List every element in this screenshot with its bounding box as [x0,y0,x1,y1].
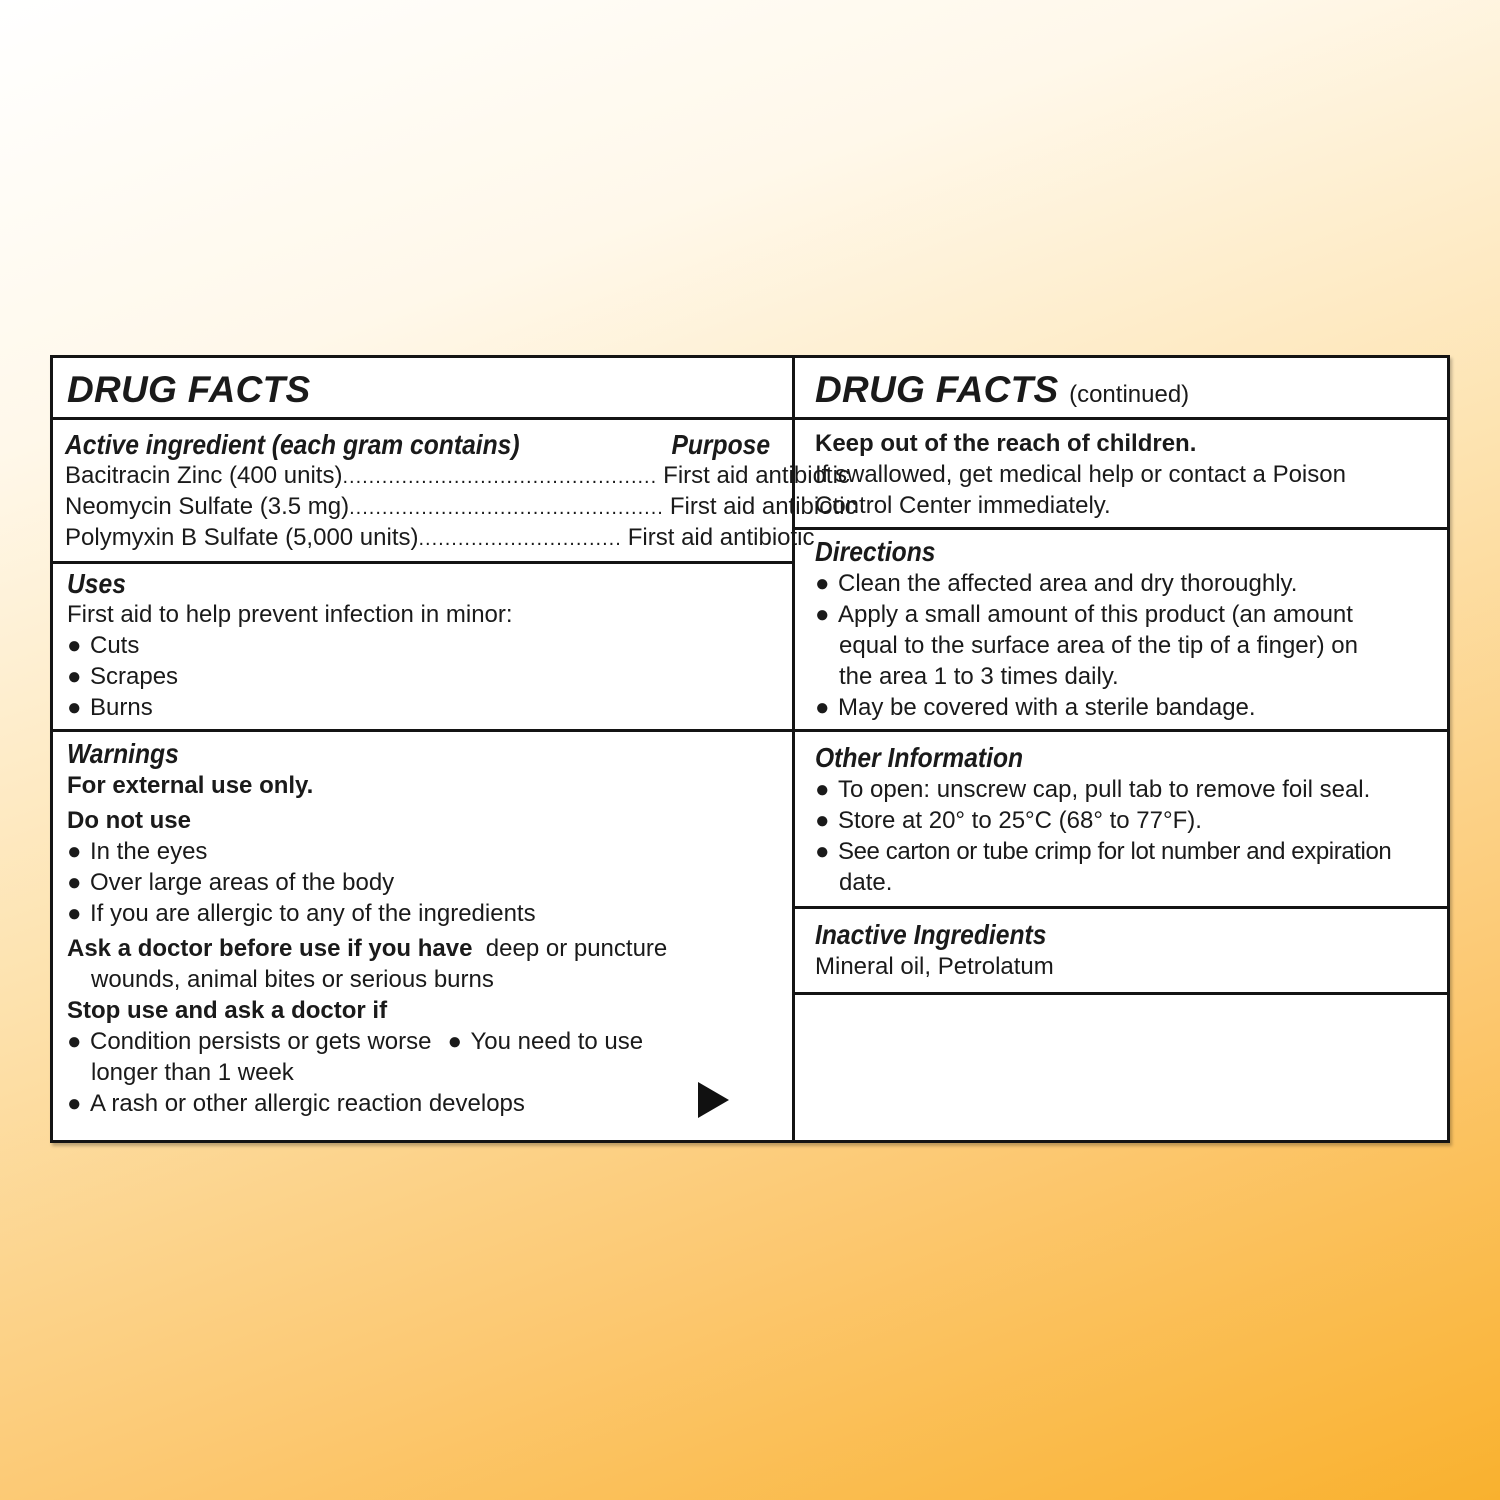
drug-facts-continued-title: DRUG FACTS (continued) [815,369,1190,410]
drug-facts-label [50,355,1450,1143]
inactive-ingredients-text: Mineral oil, Petrolatum [815,953,1054,980]
directions-section [795,530,1447,732]
list-item-cont: longer than 1 week [91,1059,294,1086]
list-item-cont: date. [839,869,893,896]
ask-doctor-text-cont: wounds, animal bites or serious burns [91,966,494,993]
uses-intro: First aid to help prevent infection in minor: [67,601,513,628]
list-item: ● Scrapes [67,663,179,690]
purpose-heading: Purpose [671,429,770,460]
list-item-cont: equal to the surface area of the tip of a finger) on [839,632,1358,659]
active-ingredient-heading: Active ingredient (each gram contains) [65,429,520,460]
list-item: ● Apply a small amount of this product (an amount [815,601,1353,628]
left-title-section [53,358,792,420]
keep-out-section [795,420,1447,530]
right-title-section [795,358,1447,420]
external-use-text: For external use only. [67,772,314,799]
list-item: ● Condition persists or gets worse ● You need to use [67,1028,644,1055]
list-item: ● A rash or other allergic reaction develops [67,1090,525,1117]
list-item: ● To open: unscrew cap, pull tab to remove foil seal. [815,776,1371,803]
swallowed-text-cont: Control Center immediately. [815,492,1111,519]
warnings-heading: Warnings [67,738,179,769]
inactive-ingredients-section [795,909,1447,995]
active-ingredient-header [65,429,770,461]
other-information-heading: Other Information [815,742,1024,773]
do-not-use-heading: Do not use [67,807,191,834]
list-item: ● May be covered with a sterile bandage. [815,694,1256,721]
other-information-section [795,732,1447,909]
list-item: ● Store at 20° to 25°C (68° to 77°F). [815,807,1202,834]
directions-heading: Directions [815,536,936,567]
list-item: ● See carton or tube crimp for lot number and expiration [815,838,1392,865]
list-item-cont: the area 1 to 3 times daily. [839,663,1119,690]
list-item: ● Cuts [67,632,140,659]
active-ingredient-section [53,420,857,564]
uses-section [53,564,792,732]
ingredient-row: Polymyxin B Sulfate (5,000 units) ............................... First aid antibiotic [65,524,815,551]
list-item: ● In the eyes [67,838,208,865]
ingredient-row: Bacitracin Zinc (400 units) ................................................ First aid antibiotic [65,462,850,489]
keep-out-text: Keep out of the reach of children. [815,430,1197,457]
swallowed-text: If swallowed, get medical help or contact a Poison [815,461,1346,488]
continue-arrow-icon [698,1082,729,1118]
left-column [53,358,857,1140]
ingredient-row: Neomycin Sulfate (3.5 mg) ................................................ First aid antibiotic [65,493,857,520]
drug-facts-title: DRUG FACTS [67,369,311,410]
list-item: ● Clean the affected area and dry thoroughly. [815,570,1298,597]
warnings-section [53,732,792,1140]
list-item: ● Over large areas of the body [67,869,395,896]
stop-use-heading: Stop use and ask a doctor if [67,997,388,1024]
inactive-ingredients-heading: Inactive Ingredients [815,919,1047,950]
list-item: ● Burns [67,694,153,721]
ask-doctor-text: Ask a doctor before use if you have deep or puncture [67,935,668,962]
uses-heading: Uses [67,568,126,599]
list-item: ● If you are allergic to any of the ingredients [67,900,536,927]
right-column [795,358,1447,1140]
